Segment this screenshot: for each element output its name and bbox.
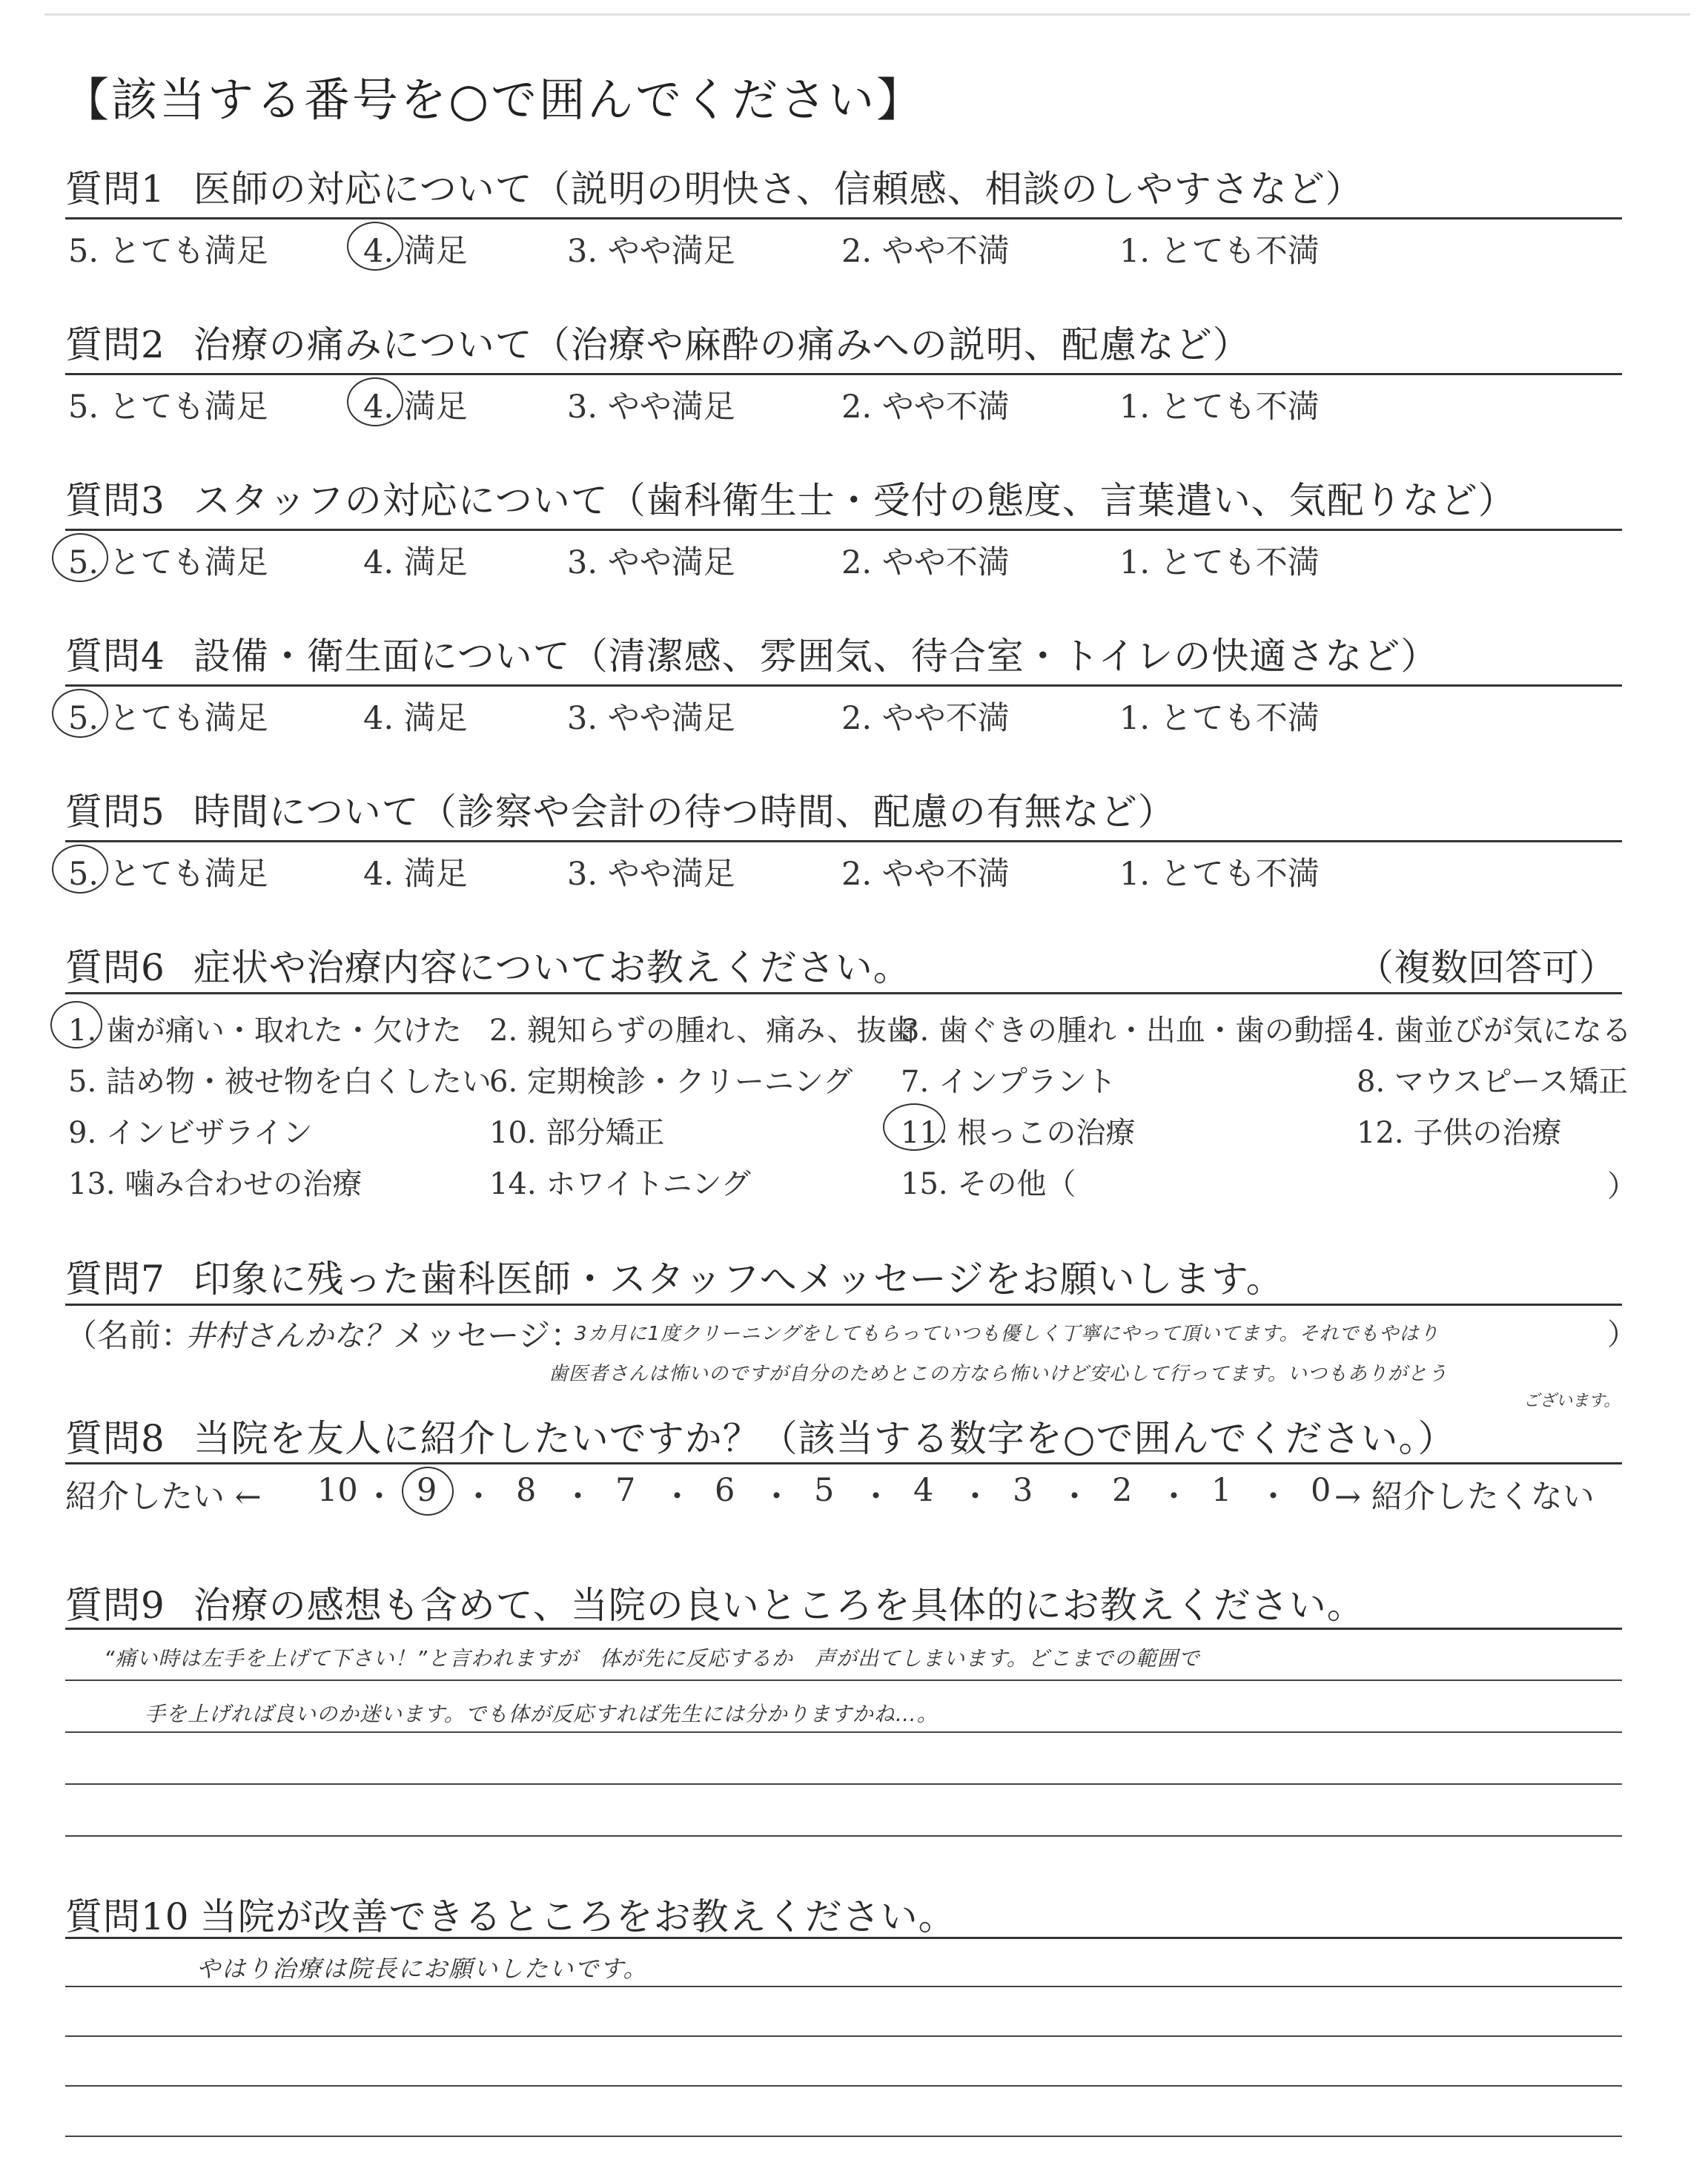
question-text: 印象に残った歯科医師・スタッフへメッセージをお願いします。 bbox=[193, 1258, 1284, 1301]
message-label: メッセージ： bbox=[393, 1318, 583, 1355]
rating-option[interactable]: 3. やや満足 bbox=[567, 856, 735, 893]
answer-line bbox=[65, 2136, 1622, 2137]
symptom-option[interactable]: 12. 子供の治療 bbox=[1357, 1116, 1562, 1150]
scale-separator: ・ bbox=[661, 1479, 693, 1516]
question-number: 質問4 bbox=[65, 635, 165, 678]
rating-option[interactable]: 3. やや満足 bbox=[567, 544, 735, 581]
answer-line bbox=[65, 1783, 1622, 1785]
recommend-number[interactable]: 4 bbox=[913, 1472, 934, 1509]
rating-option[interactable]: 5. とても満足 bbox=[68, 233, 268, 270]
recommend-number[interactable]: 1 bbox=[1211, 1472, 1232, 1509]
question-5-heading bbox=[65, 782, 1176, 836]
question-3-heading bbox=[65, 471, 1516, 524]
question-10-heading bbox=[65, 1887, 956, 1941]
message-handwritten-line-1: 3カ月に1度クリーニングをしてもらっていつも優しく丁寧にやって頂いてます。それでもやはり bbox=[575, 1323, 1440, 1345]
scale-separator: ・ bbox=[761, 1479, 792, 1516]
symptom-option[interactable]: 13. 噛み合わせの治療 bbox=[68, 1167, 363, 1201]
question-text: 設備・衛生面について（清潔感、雰囲気、待合室・トイレの快適さなど） bbox=[193, 635, 1439, 678]
symptom-option[interactable]: 8. マウスピース矯正 bbox=[1357, 1065, 1629, 1099]
answer-line bbox=[65, 1731, 1622, 1733]
answer-line bbox=[65, 2085, 1622, 2087]
rating-option[interactable]: 2. やや不満 bbox=[841, 700, 1010, 737]
question-8-rule bbox=[65, 1462, 1622, 1464]
page-title: 【該当する番号を○で囲んでください】 bbox=[63, 73, 925, 127]
scale-separator: ・ bbox=[1257, 1479, 1289, 1516]
question-text: 症状や治療内容についてお教えください。 bbox=[193, 946, 911, 989]
message-handwritten-line-3: ございます。 bbox=[1523, 1392, 1621, 1410]
scale-separator: ・ bbox=[562, 1479, 594, 1516]
rating-option[interactable]: 4. 満足 bbox=[363, 389, 468, 426]
recommend-number[interactable]: 5 bbox=[814, 1472, 835, 1509]
selection-circle bbox=[402, 1467, 454, 1516]
symptom-option[interactable]: 9. インビザライン bbox=[68, 1116, 313, 1150]
question-number: 質問10 bbox=[65, 1895, 190, 1938]
question-8-heading bbox=[65, 1409, 1455, 1462]
question-text: スタッフの対応について（歯科衛生士・受付の態度、言葉遣い、気配りなど） bbox=[193, 479, 1516, 522]
message-close-paren: ） bbox=[1607, 1318, 1637, 1352]
recommend-number[interactable]: 7 bbox=[615, 1472, 636, 1509]
message-handwritten-line-2: 歯医者さんは怖いのですが自分のためとこの方なら怖いけど安心して行ってます。いつもありがとう bbox=[549, 1363, 1448, 1385]
question-text: 時間について（診察や会計の待つ時間、配慮の有無など） bbox=[193, 790, 1176, 833]
question-2-heading bbox=[65, 315, 1251, 369]
question-1-rule bbox=[65, 217, 1622, 219]
selection-circle bbox=[52, 533, 108, 582]
symptom-option[interactable]: 5. 詰め物・被せ物を白くしたい bbox=[68, 1065, 491, 1099]
selection-circle bbox=[883, 1103, 945, 1151]
question-text: 治療の痛みについて（治療や麻酔の痛みへの説明、配慮など） bbox=[193, 323, 1251, 366]
symptom-option[interactable]: 3. 歯ぐきの腫れ・出血・歯の動揺 bbox=[901, 1014, 1354, 1048]
scale-separator: ・ bbox=[860, 1479, 892, 1516]
answer-line bbox=[65, 1680, 1622, 1681]
rating-option[interactable]: 1. とても不満 bbox=[1119, 700, 1320, 737]
rating-option[interactable]: 4. 満足 bbox=[363, 544, 468, 581]
scale-separator: ・ bbox=[1158, 1479, 1190, 1516]
rating-option[interactable]: 5. とても満足 bbox=[68, 700, 268, 737]
question-7-heading bbox=[65, 1249, 1284, 1303]
rating-option[interactable]: 1. とても不満 bbox=[1119, 389, 1320, 426]
rating-option[interactable]: 4. 満足 bbox=[363, 700, 468, 737]
scale-separator: ・ bbox=[463, 1479, 494, 1516]
recommend-number[interactable]: 10 bbox=[317, 1472, 358, 1509]
question-9-heading bbox=[65, 1576, 1365, 1629]
rating-option[interactable]: 2. やや不満 bbox=[841, 233, 1010, 270]
question-number: 質問8 bbox=[65, 1417, 165, 1460]
symptom-option[interactable]: 1. 歯が痛い・取れた・欠けた bbox=[68, 1014, 462, 1048]
answer-9-line-1: “痛い時は左手を上げて下さい！”と言われますが 体が先に反応するか 声が出てしまいます。どこまでの範囲で bbox=[104, 1646, 1200, 1671]
rating-option[interactable]: 3. やや満足 bbox=[567, 700, 735, 737]
rating-option[interactable]: 5. とても満足 bbox=[68, 856, 268, 893]
answer-9-line-2: 手を上げれば良いのか迷います。でも体が反応すれば先生には分かりますかね…。 bbox=[145, 1702, 939, 1726]
question-number: 質問5 bbox=[65, 790, 165, 833]
rating-option[interactable]: 2. やや不満 bbox=[841, 389, 1010, 426]
rating-option[interactable]: 5. とても満足 bbox=[68, 544, 268, 581]
multiple-answers-note: （複数回答可） bbox=[1357, 946, 1616, 989]
question-6-rule bbox=[65, 992, 1622, 994]
question-9-rule bbox=[65, 1628, 1622, 1630]
top-divider bbox=[44, 13, 1690, 16]
question-7-rule bbox=[65, 1304, 1622, 1306]
question-number: 質問1 bbox=[65, 168, 165, 211]
rating-option[interactable]: 4. 満足 bbox=[363, 856, 468, 893]
question-number: 質問6 bbox=[65, 946, 165, 989]
symptom-option[interactable]: 10. 部分矯正 bbox=[489, 1116, 665, 1150]
symptom-option[interactable]: 7. インプラント bbox=[901, 1065, 1116, 1099]
question-3-rule bbox=[65, 529, 1622, 531]
rating-option[interactable]: 3. やや満足 bbox=[567, 389, 735, 426]
symptom-option[interactable]: 2. 親知らずの腫れ、痛み、抜歯 bbox=[489, 1014, 916, 1048]
rating-option[interactable]: 1. とても不満 bbox=[1119, 856, 1320, 893]
question-2-rule bbox=[65, 373, 1622, 375]
recommend-number[interactable]: 3 bbox=[1013, 1472, 1033, 1509]
recommend-number[interactable]: 8 bbox=[516, 1472, 537, 1509]
answer-line bbox=[65, 1835, 1622, 1837]
question-5-rule bbox=[65, 840, 1622, 842]
rating-option[interactable]: 5. とても満足 bbox=[68, 389, 268, 426]
question-1-heading bbox=[65, 159, 1363, 213]
symptom-option[interactable]: 4. 歯並びが気になる bbox=[1357, 1014, 1632, 1048]
scale-separator: ・ bbox=[959, 1479, 991, 1516]
rating-option[interactable]: 3. やや満足 bbox=[567, 233, 735, 270]
question-4-rule bbox=[65, 684, 1622, 687]
selection-circle bbox=[52, 689, 108, 738]
rating-option[interactable]: 4. 満足 bbox=[363, 233, 468, 270]
answer-line bbox=[65, 2035, 1622, 2037]
question-number: 質問7 bbox=[65, 1258, 165, 1301]
symptom-option[interactable]: 15. その他（ bbox=[901, 1167, 1076, 1201]
selection-circle bbox=[347, 222, 403, 271]
other-close-paren: ） bbox=[1607, 1169, 1637, 1203]
question-number: 質問3 bbox=[65, 479, 165, 522]
recommend-number[interactable]: 2 bbox=[1112, 1472, 1133, 1509]
symptom-option[interactable]: 14. ホワイトニング bbox=[489, 1167, 751, 1201]
symptom-option[interactable]: 11. 根っこの治療 bbox=[901, 1116, 1136, 1150]
symptom-option[interactable]: 6. 定期検診・クリーニング bbox=[489, 1065, 853, 1099]
answer-10-line-1: やはり治療は院長にお願いしたいです。 bbox=[196, 1955, 649, 1983]
rating-option[interactable]: 1. とても不満 bbox=[1119, 544, 1320, 581]
rating-option[interactable]: 2. やや不満 bbox=[841, 544, 1010, 581]
recommend-left-label: 紹介したい ← bbox=[65, 1479, 262, 1516]
name-label: （名前： bbox=[65, 1318, 193, 1355]
question-number: 質問9 bbox=[65, 1584, 165, 1627]
selection-circle bbox=[52, 845, 108, 894]
question-text: 当院が改善できるところをお教えください。 bbox=[199, 1895, 956, 1938]
recommend-number[interactable]: 0 bbox=[1311, 1472, 1331, 1509]
scale-separator: ・ bbox=[363, 1479, 395, 1516]
scale-separator: ・ bbox=[1059, 1479, 1090, 1516]
recommend-right-label: → 紹介したくない bbox=[1334, 1479, 1595, 1516]
question-text: 治療の感想も含めて、当院の良いところを具体的にお教えください。 bbox=[193, 1584, 1365, 1627]
question-6-heading bbox=[65, 938, 911, 991]
recommend-number[interactable]: 9 bbox=[417, 1472, 437, 1509]
selection-circle bbox=[347, 377, 403, 426]
question-text: 当院を友人に紹介したいですか？（該当する数字を○で囲んでください。） bbox=[193, 1417, 1456, 1460]
question-10-rule bbox=[65, 1937, 1622, 1939]
selection-circle bbox=[50, 1001, 102, 1048]
question-text: 医師の対応について（説明の明快さ、信頼感、相談のしやすさなど） bbox=[193, 168, 1363, 211]
name-handwritten: 井村さんかな？ bbox=[185, 1319, 393, 1353]
recommend-number[interactable]: 6 bbox=[715, 1472, 735, 1509]
answer-line bbox=[65, 1986, 1622, 1987]
question-4-heading bbox=[65, 627, 1438, 680]
rating-option[interactable]: 1. とても不満 bbox=[1119, 233, 1320, 270]
rating-option[interactable]: 2. やや不満 bbox=[841, 856, 1010, 893]
question-number: 質問2 bbox=[65, 323, 165, 366]
